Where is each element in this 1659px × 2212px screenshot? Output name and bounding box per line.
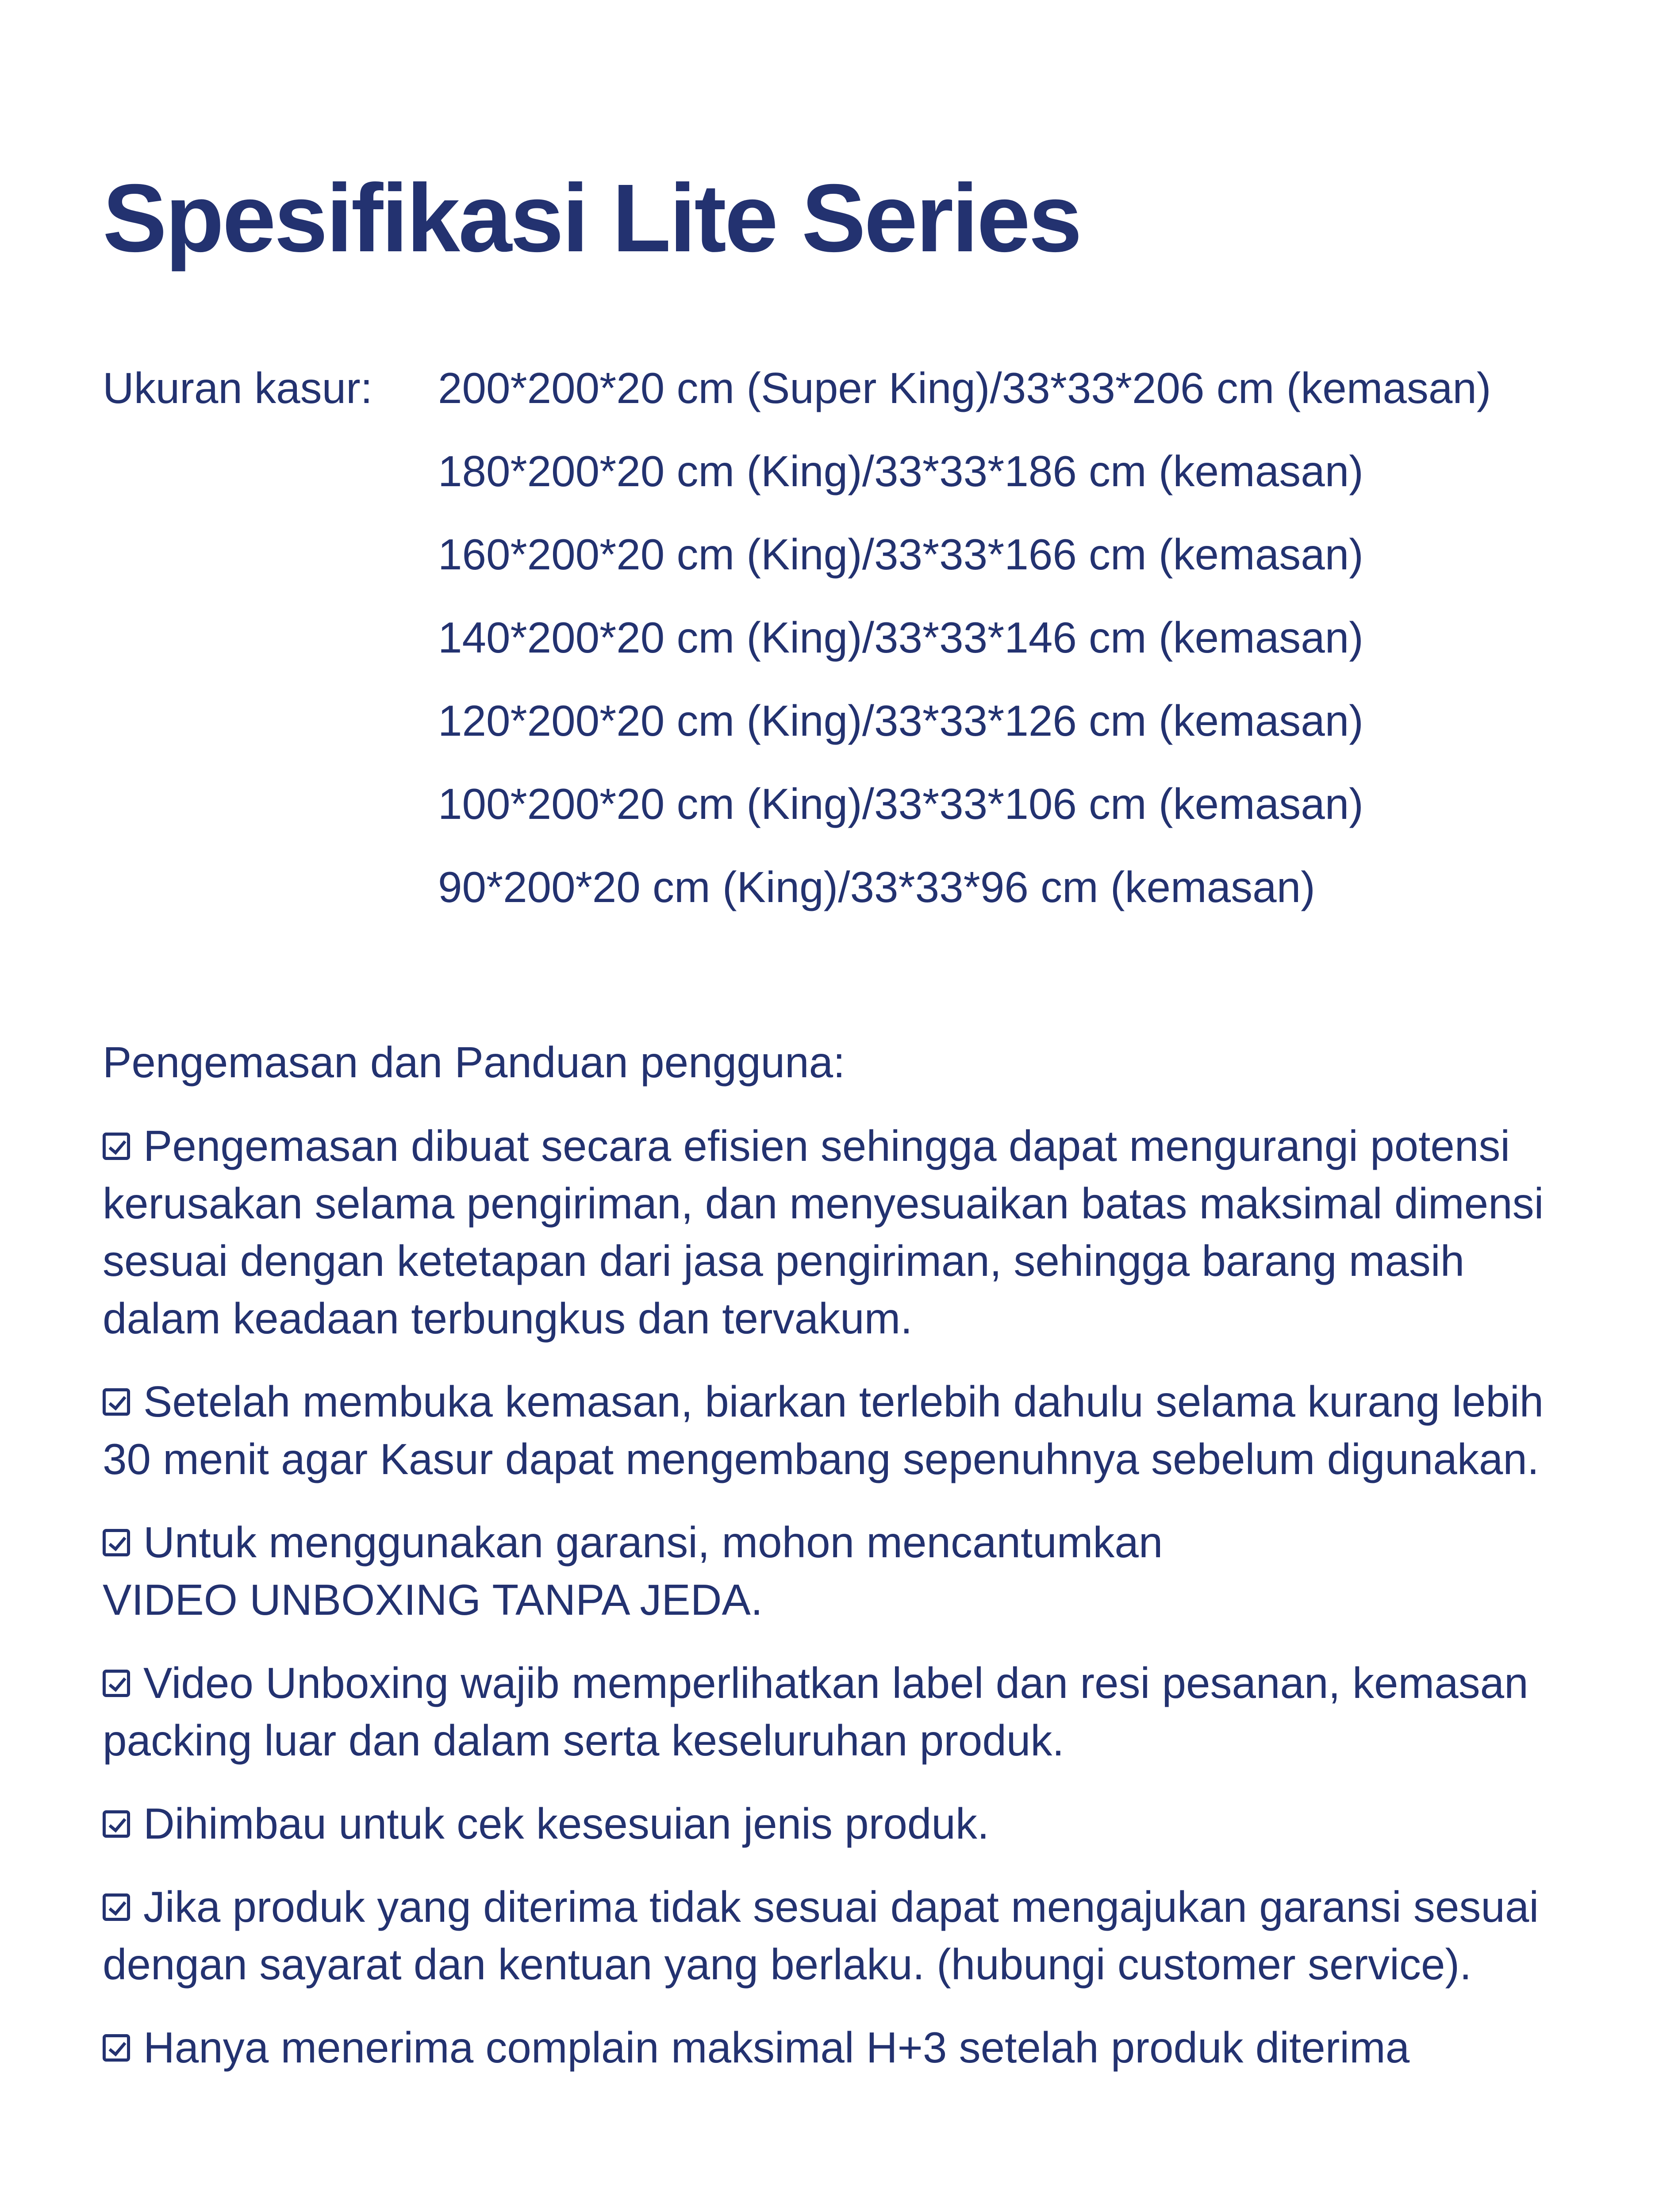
mattress-size-label: Ukuran kasur:: [103, 364, 373, 412]
checkbox-checked-icon: [103, 1893, 130, 1921]
guide-item: [103, 1654, 1598, 1769]
guide-item: [103, 1795, 1598, 1852]
packaging-guide-list: [103, 1117, 1598, 2102]
packaging-guide-heading: Pengemasan dan Panduan pengguna:: [103, 1038, 845, 1087]
page-title: Spesifikasi Lite Series: [103, 165, 1081, 272]
size-item: 180*200*20 cm (King)/33*33*186 cm (kemasan): [438, 447, 1363, 495]
guide-item: [103, 1513, 1598, 1628]
guide-item-text: Untuk menggunakan garansi, mohon mencantumkan VIDEO UNBOXING TANPA JEDA.: [103, 1518, 1163, 1624]
guide-item-text: Jika produk yang diterima tidak sesuai dapat mengajukan garansi sesuai dengan sayarat dan kentuan yang berlaku. (hubungi customer service).: [103, 1882, 1539, 1989]
mattress-size-list: [438, 366, 1491, 949]
checkbox-checked-icon: [103, 1810, 130, 1838]
guide-item: [103, 1117, 1598, 1347]
guide-item: [103, 1878, 1598, 1993]
size-item: 90*200*20 cm (King)/33*33*96 cm (kemasan): [438, 863, 1315, 911]
checkbox-checked-icon: [103, 2034, 130, 2062]
size-item: 140*200*20 cm (King)/33*33*146 cm (kemasan): [438, 613, 1363, 662]
guide-item-text: Pengemasan dibuat secara efisien sehingga dapat mengurangi potensi kerusakan selama pengiriman, dan menyesuaikan batas maksimal dimensi sesuai dengan ketetapan dari jasa pengiriman, sehingga barang masih dalam keadaan terbungkus dan tervakum.: [103, 1121, 1544, 1343]
guide-item: [103, 1373, 1598, 1488]
guide-item-text: Video Unboxing wajib memperlihatkan label dan resi pesanan, kemasan packing luar dan dalam serta keseluruhan produk.: [103, 1659, 1528, 1765]
guide-item-text: Hanya menerima complain maksimal H+3 setelah produk diterima: [143, 2023, 1410, 2072]
checkbox-checked-icon: [103, 1388, 130, 1416]
guide-item-text: Dihimbau untuk cek kesesuian jenis produk.: [143, 1799, 990, 1848]
size-item: 100*200*20 cm (King)/33*33*106 cm (kemasan): [438, 780, 1363, 828]
checkbox-checked-icon: [103, 1529, 130, 1556]
checkbox-checked-icon: [103, 1133, 130, 1160]
guide-item-text: Setelah membuka kemasan, biarkan terlebih dahulu selama kurang lebih 30 menit agar Kasur dapat mengembang sepenuhnya sebelum digunakan.: [103, 1377, 1544, 1483]
guide-item: [103, 2019, 1598, 2076]
size-item: 160*200*20 cm (King)/33*33*166 cm (kemasan): [438, 530, 1363, 579]
checkbox-checked-icon: [103, 1670, 130, 1697]
size-item: 120*200*20 cm (King)/33*33*126 cm (kemasan): [438, 696, 1363, 745]
size-item: 200*200*20 cm (Super King)/33*33*206 cm (kemasan): [438, 364, 1491, 412]
